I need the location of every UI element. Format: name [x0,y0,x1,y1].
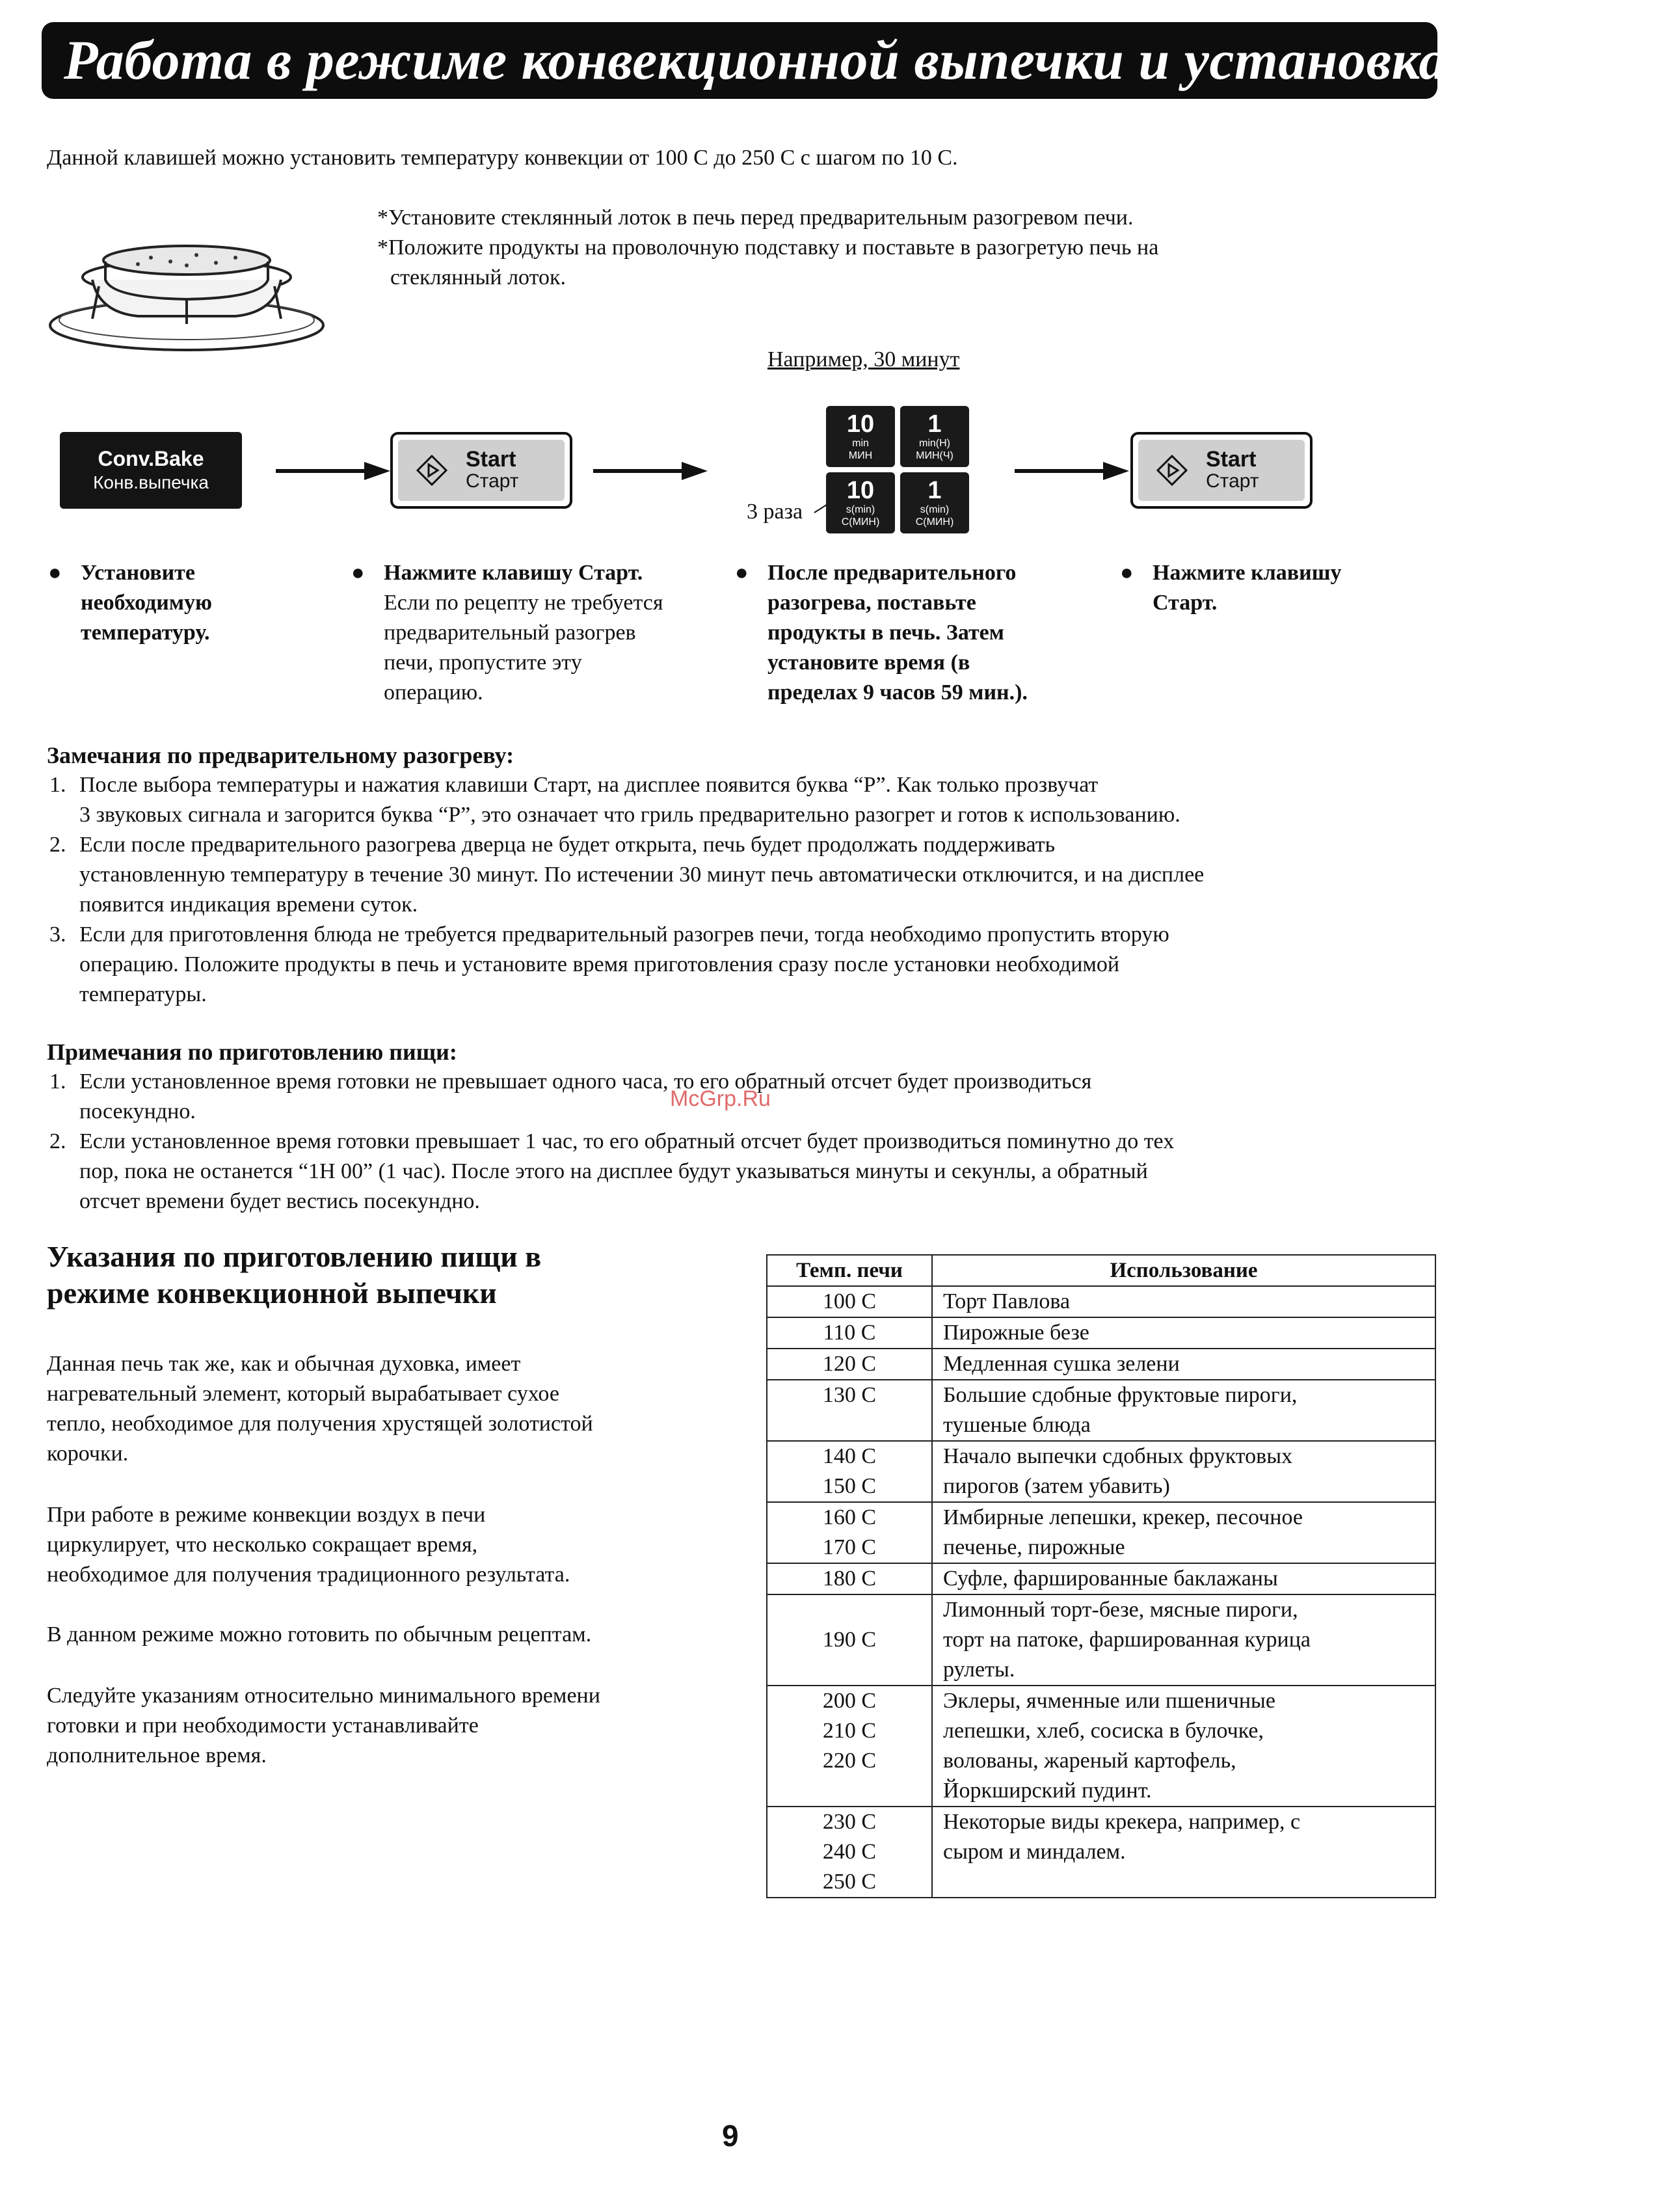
list-item [49,770,1445,830]
step-line: необходимую [81,591,213,615]
table-row [767,1563,1435,1594]
key-unit: min(H) [919,438,950,449]
guide-paragraph-3 [47,1620,736,1650]
item-line: Если установленное время готовки превышает 1 час, то его обратный отсчет будет производиться поминутно до тех [79,1129,1175,1153]
item-line: температуры. [79,982,207,1006]
table-row [767,1441,1435,1502]
bullet-icon: ● [48,561,62,585]
table-row [767,1349,1435,1380]
item-line: Если для приготовлення блюда не требуется предварительный разогрев печи, тогда необходимо пропустить вторую [79,922,1169,947]
para-line: При работе в режиме конвекции воздух в печи [47,1503,486,1527]
item-number: 1. [49,773,66,797]
item-number: 2. [49,833,66,857]
para-line: циркулирует, что несколько сокращает время, [47,1533,478,1557]
key-number: 10 [846,410,875,438]
preheat-list [49,770,1445,1010]
step-heading: Нажмите клавишу Старт. [384,561,643,585]
item-line: посекундно. [79,1099,196,1123]
key-unit-ru: МИН(Ч) [916,450,953,461]
key-number: 1 [927,410,942,438]
item-line: отсчет времени будет вестись посекундно. [79,1189,480,1213]
table-row [767,1286,1435,1317]
arrow-right-icon [1015,458,1129,484]
step-line: Установите [81,561,195,585]
step-line: операцию. [384,680,483,705]
item-number: 3. [49,922,66,947]
key-unit-ru: МИН [848,450,873,461]
list-item [49,1127,1445,1216]
para-line: В данном режиме можно готовить по обычным рецептам. [47,1622,592,1647]
start-diamond-icon [1156,455,1188,486]
heading-line: режиме конвекционной выпечки [47,1276,497,1310]
start-key-label-ru: Старт [466,470,519,492]
step-line: температуру. [81,621,210,645]
item-line: установленную температуру в течение 30 минут. По истечении 30 минут печь автоматически отключится, и на дисплее [79,863,1205,887]
key-unit: min [852,438,869,449]
step-line: После предварительного [767,561,1017,585]
item-line: Если после предварительного разогрева дверца не будет открыта, печь будет продолжать поддерживать [79,833,1056,857]
start-key-label: Start [466,447,516,472]
key-1-sec[interactable] [900,472,969,533]
use-cell: Суфле, фаршированные баклажаны [932,1563,1435,1594]
use-cell: Лимонный торт-безе, мясные пироги, торт на патоке, фаршированная курица рулеты. [932,1594,1435,1686]
para-line: дополнительное время. [47,1743,267,1768]
temp-cell: 200 С 210 С 220 С [767,1686,932,1807]
item-line: операцию. Положите продукты в печь и установите время приготовления сразу после установки необходимой [79,952,1120,976]
use-cell: Начало выпечки сдобных фруктовых пирогов (затем убавить) [932,1441,1435,1502]
temp-cell: 140 С 150 С [767,1441,932,1502]
table-row [767,1594,1435,1686]
start-key[interactable] [1130,432,1313,509]
use-cell: Большие сдобные фруктовые пироги, тушеные блюда [932,1380,1435,1441]
step-line: Старт. [1153,591,1218,615]
step-2 [351,558,735,708]
item-line: 3 звуковых сигнала и загорится буква “Р”, это означает что гриль предварительно разогрет и готов к использованию. [79,803,1180,827]
table-header-row [767,1255,1435,1286]
para-line: Следуйте указаниям относительно минимального времени [47,1684,600,1708]
arrow-right-icon [593,458,708,484]
times-label: 3 раза [747,500,803,524]
watermark: McGrp.Ru [670,1086,771,1111]
step-line: продукты в печь. Затем [767,621,1004,645]
temp-cell: 100 С [767,1286,932,1317]
table-row [767,1807,1435,1898]
temp-cell: 160 С 170 С [767,1502,932,1563]
para-line: тепло, необходимое для получения хрустящей золотистой [47,1412,593,1436]
use-cell: Пирожные безе [932,1317,1435,1349]
preheat-heading: Замечания по предварительному разогреву: [47,742,514,768]
page-title: Работа в режиме конвекционной выпечки и установка времени. [64,29,1680,91]
list-item [49,920,1445,1010]
guide-paragraph-2 [47,1500,736,1590]
conv-bake-key[interactable] [60,432,242,509]
key-unit: s(min) [920,504,950,515]
step-line: разогрева, поставьте [767,591,976,615]
table-row [767,1502,1435,1563]
glass-tray-notes [377,203,1392,293]
key-10-sec[interactable] [826,472,895,533]
guide-heading [47,1239,697,1311]
step-1 [48,558,354,648]
guide-paragraph-4 [47,1681,736,1771]
step-line: Если по рецепту не требуется [384,591,663,615]
item-number: 2. [49,1129,66,1153]
table-row [767,1686,1435,1807]
item-line: После выбора температуры и нажатия клавиши Старт, на дисплее появится буква “Р”. Как только прозвучат [79,773,1099,797]
note-line: стеклянный лоток. [390,265,567,289]
step-line: печи, пропустите эту [384,651,582,675]
time-keypad [826,406,969,533]
bullet-icon: ● [735,561,749,585]
para-line: нагревательный элемент, который вырабатывает сухое [47,1382,559,1406]
key-1-min[interactable] [900,406,969,467]
arrow-right-icon [276,458,390,484]
key-10-min[interactable] [826,406,895,467]
step-line: установите время (в [767,651,970,675]
step-4 [1120,558,1426,618]
use-cell: Некоторые виды крекера, например, с сыром и миндалем. [932,1807,1435,1898]
temp-cell: 130 С [767,1380,932,1441]
step-line: Нажмите клавишу [1153,561,1342,585]
item-line: пор, пока не останется “1Н 00” (1 час). После этого на дисплее будут указываться минуты и секунлы, а обратный [79,1159,1148,1183]
note-line: *Положите продукты на проволочную подставку и поставьте в разогретую печь на [377,235,1159,260]
temp-cell: 110 С [767,1317,932,1349]
oven-dish-illustration [40,215,333,358]
note-line: *Установите стеклянный лоток в печь перед предварительным разогревом печи. [377,206,1134,230]
temp-cell: 120 С [767,1349,932,1380]
key-number: 10 [846,477,875,504]
title-banner [42,22,1680,99]
temp-cell: 190 С [767,1594,932,1686]
step-3 [735,558,1106,708]
page-number: 9 [722,2119,739,2153]
item-number: 1. [49,1069,66,1094]
conv-bake-key-label: Conv.Bake [98,447,204,470]
item-line: появится индикация времени суток. [79,893,418,917]
step-line: предварительный разогрев [384,621,636,645]
cooking-notes-heading: Примечания по приготовлению пищи: [47,1039,457,1065]
column-header-temp: Темп. печи [767,1255,932,1286]
heading-line: Указания по приготовлению пищи в [47,1240,542,1273]
key-number: 1 [927,477,942,504]
step-line: пределах 9 часов 59 мин.). [767,680,1028,705]
temp-cell: 180 С [767,1563,932,1594]
item-line: Если установленное время готовки не превышает одного часа, то его обратный отсчет будет производиться [79,1069,1092,1094]
key-unit-ru: С(МИН) [841,517,880,528]
bullet-icon: ● [351,561,365,585]
list-item [49,830,1445,920]
table-row [767,1380,1435,1441]
para-line: корочки. [47,1442,129,1466]
start-key[interactable] [390,432,572,509]
use-cell: Медленная сушка зелени [932,1349,1435,1380]
column-header-use: Использование [932,1255,1435,1286]
guide-paragraph-1 [47,1349,736,1469]
temperature-table [766,1254,1436,1898]
use-cell: Торт Павлова [932,1286,1435,1317]
intro-text: Данной клавишей можно установить температуру конвекции от 100 С до 250 С с шагом по 10 С. [47,146,958,170]
table-row [767,1317,1435,1349]
bullet-icon: ● [1120,561,1134,585]
start-key-label: Start [1206,447,1257,472]
key-unit: s(min) [846,504,875,515]
temp-cell: 230 С 240 С 250 С [767,1807,932,1898]
para-line: готовки и при необходимости устанавливайте [47,1714,479,1738]
start-diamond-icon [416,455,447,486]
example-label: Например, 30 минут [767,347,960,371]
use-cell: Имбирные лепешки, крекер, песочное печенье, пирожные [932,1502,1435,1563]
para-line: необходимое для получения традиционного результата. [47,1563,570,1587]
use-cell: Эклеры, ячменные или пшеничные лепешки, хлеб, сосиска в булочке, волованы, жареный картофель, Йоркширский пудинт. [932,1686,1435,1807]
conv-bake-key-label-ru: Конв.выпечка [93,472,209,492]
start-key-label-ru: Старт [1206,470,1259,492]
key-unit-ru: С(МИН) [915,517,954,528]
para-line: Данная печь так же, как и обычная духовка, имеет [47,1352,521,1376]
